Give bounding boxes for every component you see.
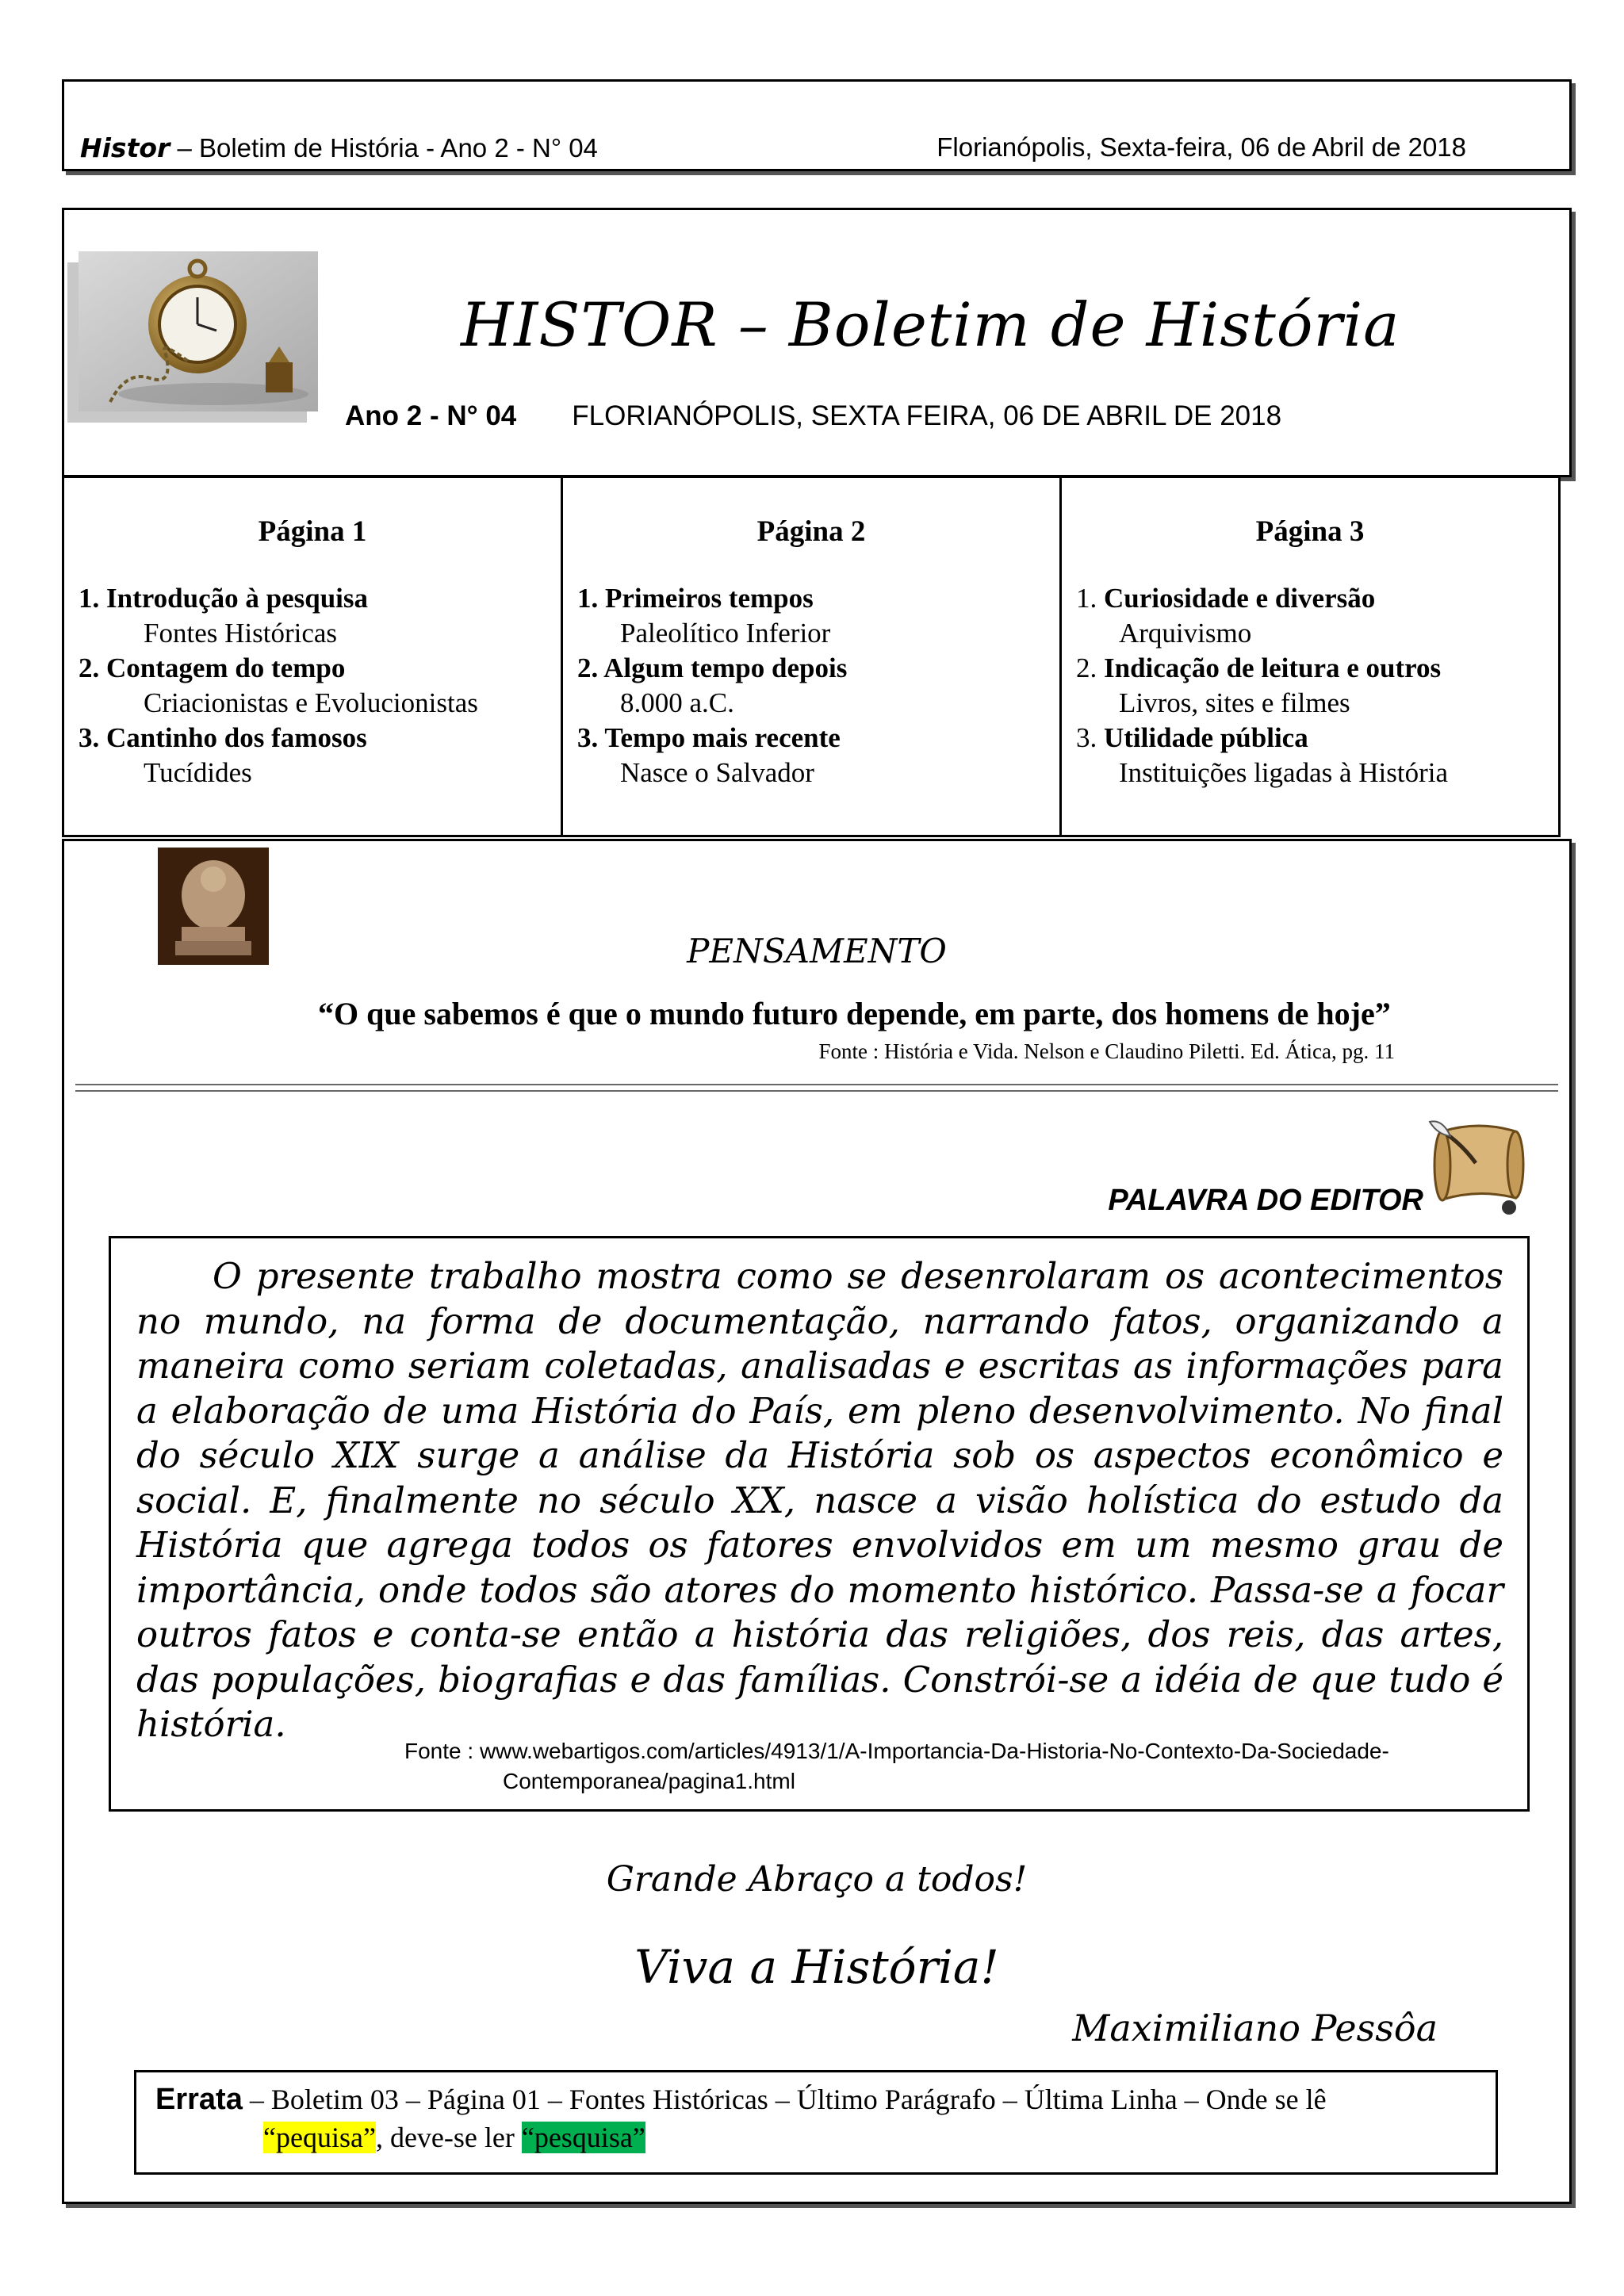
index-item: 2. Contagem do tempo: [79, 652, 346, 683]
dateline: FLORIANÓPOLIS, SEXTA FEIRA, 06 DE ABRIL DE 2018: [572, 400, 1282, 431]
errata-correct-word: “pesquisa”: [521, 2122, 645, 2153]
editor-message-text: O presente trabalho mostra como se desenrolaram os acontecimentos no mundo, na forma de documentação, narrando fatos, organizando a maneira como seriam coletadas, analisadas e escritas as informações para a elaboração de uma História do País, em pleno desenvolvimento. No final do século XIX surge a análise da História sob os aspectos econômico e social. E, finalmente no século XX, nasce a visão holística do estudo da História que agrega todos os fatores envolvidos em um mesmo grau de importância, onde todos são atores do momento histórico. Passa-se a focar outros fatos e conta-se então a história das religiões, dos reis, das artes, das populações, biografias e das famílias. Constrói-se a idéia de que tudo é história.: [136, 1255, 1503, 1745]
index-item: 2. Algum tempo depois: [577, 652, 848, 683]
index-column-page-3: [1062, 478, 1558, 835]
index-item: [1076, 651, 1544, 686]
errata-line-1: [155, 2080, 1477, 2118]
closing-slogan: Viva a História!: [634, 1940, 999, 1994]
scroll-quill-icon: [1427, 1115, 1531, 1219]
editor-source-line-1: Fonte : www.webartigos.com/articles/4913/1/A-Importancia-Da-Historia-No-Contexto-Da-Sociedade-: [404, 1739, 1389, 1763]
index-column-title: Página 3: [1255, 515, 1365, 548]
errata-wrong-word: “pequisa”: [263, 2122, 376, 2153]
index-item: [1076, 721, 1544, 756]
contents-index: [62, 476, 1561, 837]
index-subitem: 8.000 a.C.: [620, 687, 734, 718]
brand-name: Histor: [80, 132, 170, 163]
index-column-title: Página 1: [258, 515, 367, 548]
pensamento-title: PENSAMENTO: [687, 932, 947, 970]
section-divider: [75, 1084, 1558, 1092]
index-item: [1076, 581, 1544, 616]
errata-line-2: [155, 2118, 1477, 2156]
editor-section-title: PALAVRA DO EDITOR: [1108, 1184, 1423, 1217]
main-content: [62, 839, 1572, 2204]
index-item-label: Curiosidade e diversão: [1104, 583, 1376, 614]
index-item-number: 3.: [1076, 722, 1097, 753]
top-header-bar: [62, 79, 1572, 171]
index-item: 3. Cantinho dos famosos: [79, 722, 367, 753]
index-subitem: Criacionistas e Evolucionistas: [144, 687, 478, 718]
index-subitem: Arquivismo: [1119, 618, 1252, 649]
pocket-watch-image: [79, 251, 318, 411]
header-date: Florianópolis, Sexta-feira, 06 de Abril de 2018: [936, 132, 1466, 162]
editor-source-line-2: Contemporanea/pagina1.html: [503, 1769, 795, 1793]
pensamento-source: Fonte : História e Vida. Nelson e Claudino Piletti. Ed. Ática, pg. 11: [818, 1039, 1395, 1063]
index-column-title: Página 2: [756, 515, 866, 548]
index-item: 1. Primeiros tempos: [577, 583, 814, 614]
errata-box: [134, 2070, 1498, 2175]
index-column-page-2: [563, 478, 1062, 835]
index-subitem: Livros, sites e filmes: [1119, 687, 1350, 718]
index-column-page-1: [64, 478, 563, 835]
index-item-number: 1.: [1076, 583, 1097, 614]
index-subitem: Instituições ligadas à História: [1119, 757, 1449, 788]
editor-message-box: [109, 1236, 1530, 1812]
header-left: [80, 132, 598, 163]
index-item-label: Indicação de leitura e outros: [1104, 652, 1442, 683]
index-subitem: Fontes Históricas: [144, 618, 338, 649]
masthead: [62, 208, 1572, 477]
newsletter-title: HISTOR – Boletim de História: [461, 289, 1400, 360]
header-bulletin-info: – Boletim de História - Ano 2 - N° 04: [170, 133, 598, 163]
errata-mid-text: , deve-se ler: [375, 2122, 522, 2153]
editor-signature: Maximiliano Pessôa: [1072, 2007, 1438, 2049]
pensamento-quote: “O que sabemos é que o mundo futuro depende, em parte, dos homens de hoje”: [318, 996, 1391, 1031]
edition-number: Ano 2 - N° 04: [345, 400, 517, 431]
closing-greeting: Grande Abraço a todos!: [606, 1859, 1028, 1900]
index-item-number: 2.: [1076, 652, 1097, 683]
index-subitem: Paleolítico Inferior: [620, 618, 831, 649]
index-subitem: Tucídides: [144, 757, 252, 788]
index-item: 1. Introdução à pesquisa: [79, 583, 369, 614]
errata-text: – Boletim 03 – Página 01 – Fontes Históricas – Último Parágrafo – Última Linha – Onde se lê: [242, 2084, 1327, 2115]
index-item-label: Utilidade pública: [1104, 722, 1308, 753]
errata-label: Errata: [155, 2083, 243, 2116]
masthead-subline: [345, 400, 1281, 432]
index-subitem: Nasce o Salvador: [620, 757, 814, 788]
editor-source: [404, 1736, 1389, 1797]
index-item: 3. Tempo mais recente: [577, 722, 841, 753]
